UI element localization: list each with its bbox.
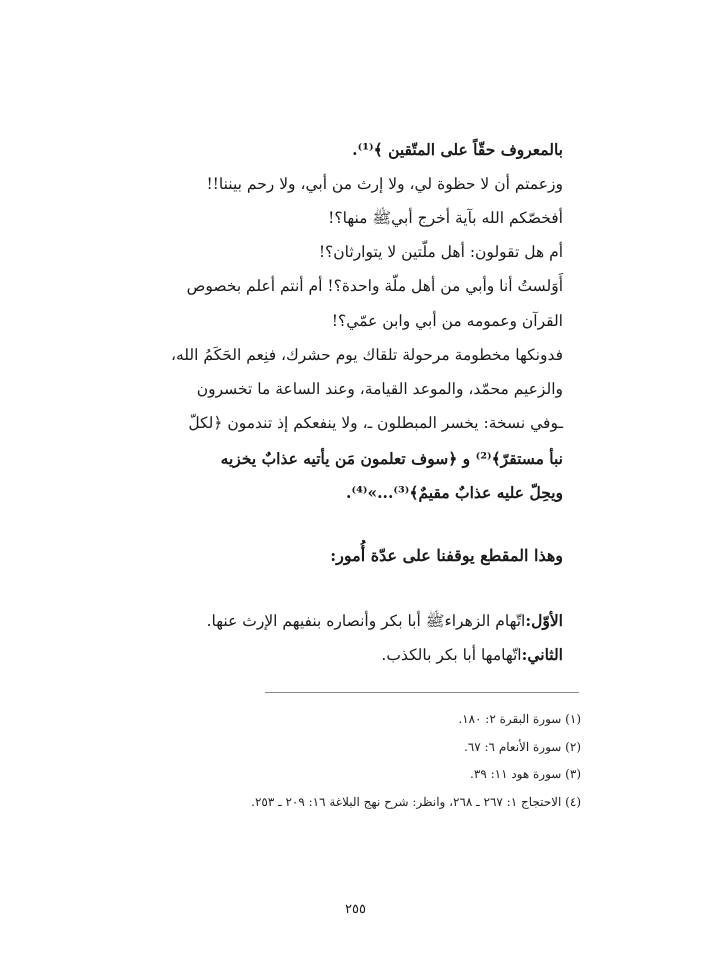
- body-line-3: أفخصّكم الله بآية أخرج أبيﷺ منها؟!: [328, 209, 563, 227]
- body-line-6: القرآن وعمومه من أبي وابن عمّي؟!: [331, 312, 563, 330]
- body-line-7: فدونكها مخطومة مرحولة تلقاك يوم حشرك، فنِعم الحَكَمُ الله،: [170, 346, 563, 364]
- footnote-divider: [265, 692, 579, 693]
- section-heading: وهذا المقطع يوقفنا على عدّة أُمور:: [330, 546, 563, 565]
- page-number: ٢٥٥: [345, 902, 366, 917]
- footnote-1: (١) سورة البقرة ٢: ١٨٠.: [458, 712, 581, 726]
- body-line-4: أم هل تقولون: أهل ملّتين لا يتوارثان؟!: [318, 243, 563, 261]
- body-line-10: نبأ مستقرّ﴾⁽²⁾ و ﴿سوف تعلمون مَن يأتيه عذابٌ يخزيه: [220, 449, 563, 468]
- body-line-1: بالمعروف حقّاً على المتّقين ﴾⁽¹⁾.: [352, 140, 563, 159]
- point-second-text: اتّهامها أبا بكر بالكذب.: [381, 646, 522, 664]
- body-line-8: والزعيم محمّد، والموعد القيامة، وعند الساعة ما تخسرون: [196, 380, 563, 398]
- footnote-4: (٤) الاحتجاج ١: ٢٦٧ ـ ٢٦٨، وانظر: شرح نهج البلاغة ١٦: ٢٠٩ ـ ٢٥٣.: [251, 795, 581, 809]
- body-line-11: ويحِلّ عليه عذابٌ مقيمٌ﴾⁽³⁾...»⁽⁴⁾.: [346, 483, 563, 502]
- footnote-3: (٣) سورة هود ١١: ٣٩.: [470, 767, 581, 781]
- body-line-9: ـوفي نسخة: يخسر المبطلون ـ، ولا ينفعكم إذ تندمون ﴿لكلّ: [188, 414, 563, 432]
- point-second: [381, 645, 563, 664]
- point-first: [207, 611, 563, 634]
- point-first-label: الأوّل:: [525, 611, 563, 630]
- body-line-5: أَوَلستُ أنا وأبي من أهل ملّة واحدة؟! أم أنتم أعلم بخصوص: [186, 277, 563, 295]
- point-second-label: الثاني:: [521, 645, 563, 664]
- footnote-2: (٢) سورة الأنعام ٦: ٦٧.: [463, 740, 581, 754]
- body-line-2: وزعمتم أن لا حظوة لي، ولا إرث من أبي، ولا رحم بيننا!!: [206, 175, 563, 193]
- point-first-text: اتّهام الزهراءﷺ أبا بكر وأنصاره بنفيهم الإرث عنها.: [206, 612, 526, 630]
